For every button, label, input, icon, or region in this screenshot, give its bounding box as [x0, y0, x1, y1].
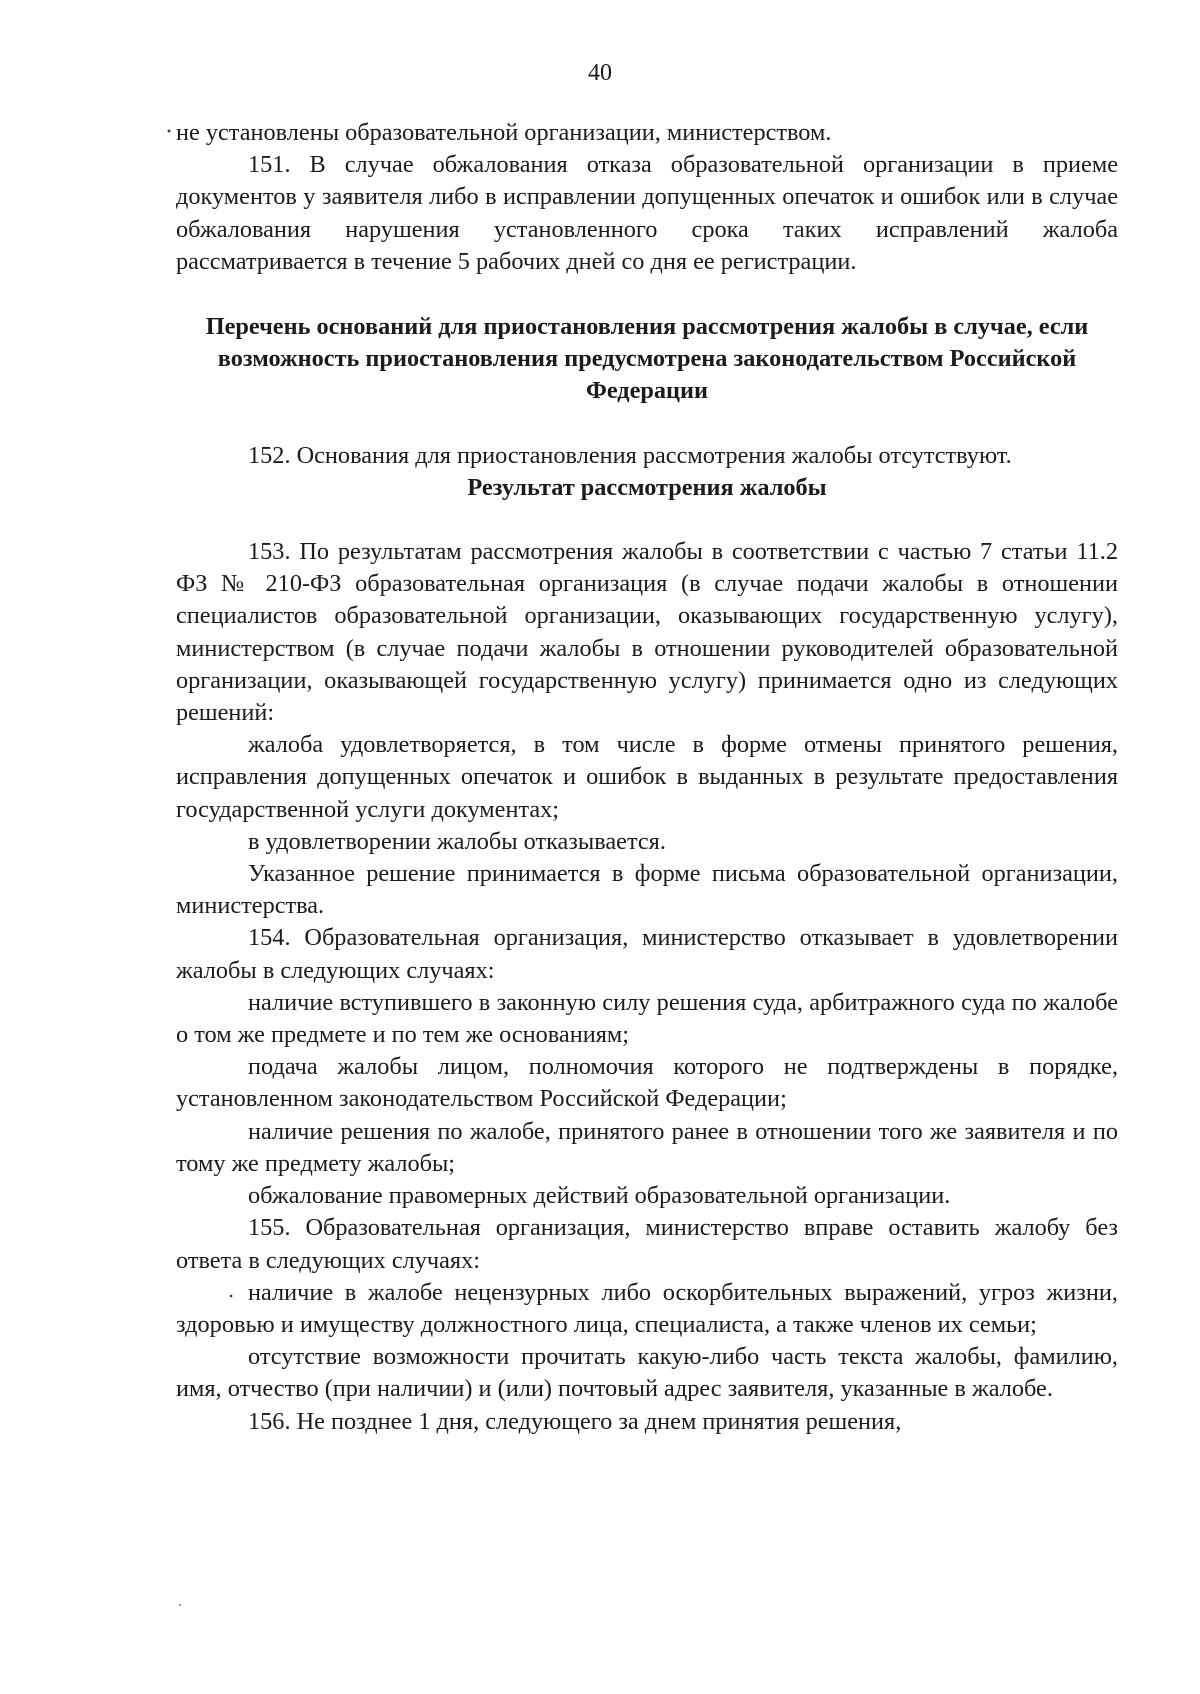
paragraph-154: 154. Образовательная организация, министерство отказывает в удовлетворении жалобы в следующих случаях: — [176, 924, 1118, 984]
paragraph-155: 155. Образовательная организация, министерство вправе оставить жалобу без ответа в следующих случаях: — [176, 1214, 1118, 1274]
paragraph-154-item-lawful-actions: обжалование правомерных действий образовательной организации. — [248, 1182, 951, 1210]
paragraph-154-item-court-decision: наличие вступившего в законную силу решения суда, арбитражного суда по жалобе о том же предмете и по тем же основаниям; — [176, 988, 1118, 1049]
paragraph-154-item-prior-decision: наличие решения по жалобе, принятого ранее в отношении того же заявителя и по тому же предмету жалобы; — [176, 1117, 1118, 1177]
section-heading-complaint-result: Результат рассмотрения жалобы — [467, 473, 827, 501]
paragraph-153-decision-form: Указанное решение принимается в форме письма образовательной организации, министерства. — [176, 860, 1118, 920]
paragraph-155-item-unreadable-text: отсутствие возможности прочитать какую-либо часть текста жалобы, фамилию, имя, отчество (при наличии) и (или) почтовый адрес заявителя, указанные в жалобе. — [176, 1343, 1118, 1403]
section-heading-suspension-grounds: Перечень оснований для приостановления рассмотрения жалобы в случае, если возможность приостановления предусмотрена законодательством Российской Федерации — [205, 313, 1089, 405]
paragraph-153-item-refused: в удовлетворении жалобы отказывается. — [248, 827, 666, 855]
paragraph-153-item-satisfied: жалоба удовлетворяется, в том числе в форме отмены принятого решения, исправления допущенных опечаток и ошибок в выданных в результате предоставления государственной услуги документах; — [176, 731, 1118, 823]
paragraph-154-item-unauthorized-person: подача жалобы лицом, полномочия которого не подтверждены в порядке, установленном законодательством Российской Федерации; — [176, 1053, 1118, 1113]
paragraph-153: 153. По результатам рассмотрения жалобы в соответствии с частью 7 статьи 11.2 ФЗ № 210-ФЗ образовательная организация (в случае подачи жалобы в отношении специалистов образовательной организации, оказывающих государственную услугу), министерством (в случае подачи жалобы в отношении руководителей образовательной организации, оказывающей государственную услугу) принимается одно из следующих решений: — [176, 538, 1118, 727]
paragraph-156: 156. Не позднее 1 дня, следующего за днем принятия решения, — [248, 1407, 902, 1435]
page-number: 40 — [588, 60, 612, 86]
paragraph-151: 151. В случае обжалования отказа образовательной организации в приеме документов у заявителя либо в исправлении допущенных опечаток и ошибок или в случае обжалования нарушения установленного срока таких исправлений жалоба рассматривается в течение 5 рабочих дней со дня ее регистрации. — [176, 151, 1118, 275]
paragraph-155-item-obscene-language: наличие в жалобе нецензурных либо оскорбительных выражений, угроз жизни, здоровью и имуществу должностного лица, специалиста, а также членов их семьи; — [176, 1278, 1118, 1338]
paragraph-152: 152. Основания для приостановления рассмотрения жалобы отсутствуют. — [248, 441, 1012, 469]
paragraph-continuation: не установлены образовательной организации, министерством. — [176, 119, 832, 146]
